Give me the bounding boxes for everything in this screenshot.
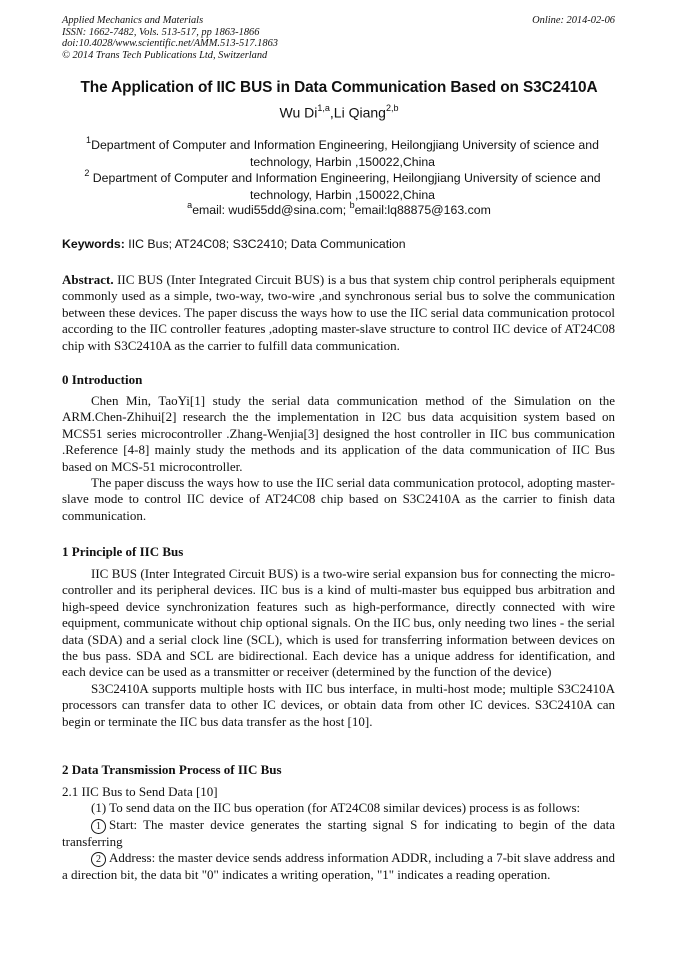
list-item [62, 850, 615, 883]
circled-number-1: 1 [91, 819, 106, 834]
journal-copyright: © 2014 Trans Tech Publications Ltd, Switzerland [62, 49, 268, 61]
section-principle [62, 566, 615, 730]
author-2: Li Qiang [333, 104, 386, 121]
section-transmission [62, 784, 615, 884]
author-1: Wu Di [279, 104, 318, 121]
journal-issn: ISSN: 1662-7482, Vols. 513-517, pp 1863-1866 [62, 26, 260, 38]
journal-doi: doi:10.4028/www.scientific.net/AMM.513-517.1863 [62, 38, 278, 49]
paragraph: (1) To send data on the IIC bus operation (for AT24C08 similar devices) process is as follows: [91, 800, 581, 816]
affiliation-1-marker: 1 [86, 135, 92, 145]
author-1-affil: 1,a [317, 103, 330, 113]
section-heading-transmission: 2 Data Transmission Process of IIC Bus [62, 762, 282, 777]
abstract-label: Abstract. [62, 272, 114, 287]
email-b: email:lq88875@163.com [354, 203, 491, 218]
journal-name: Applied Mechanics and Materials [62, 15, 204, 26]
section-heading-principle: 1 Principle of IIC Bus [62, 544, 184, 559]
email-b-marker: b [349, 200, 355, 210]
keywords-label: Keywords: [62, 237, 125, 251]
section-heading-introduction: 0 Introduction [62, 372, 143, 387]
paragraph: S3C2410A supports multiple hosts with IIC bus interface, in multi-host mode; multiple S3C2410A processors can transfer data to other IC devices, or obtain data from other IC devices. S3C2410A can begin or terminate the IIC bus data transfer as the host [10]. [62, 680, 615, 729]
affiliation-2 [70, 166, 615, 204]
paper-title: The Application of IIC BUS in Data Communication Based on S3C2410A [80, 79, 598, 96]
circled-number-2: 2 [91, 852, 106, 867]
email-a: email: wudi55dd@sina.com; [192, 203, 350, 218]
author-2-affil: 2,b [385, 103, 399, 113]
affiliation-2-marker: 2 [84, 168, 90, 178]
section-introduction [62, 393, 615, 524]
email-a-marker: a [187, 200, 193, 210]
affiliation-2-text: Department of Computer and Information Engineering, Heilongjiang University of science and technology, Harbin ,150022,China [89, 171, 601, 203]
keywords-text: IIC Bus; AT24C08; S3C2410; Data Communication [124, 237, 406, 251]
paragraph: The paper discuss the ways how to use the IIC serial data communication protocol, adopting master-slave mode to control IIC device of AT24C08 chip based on S3C2410A as the carrier to finish data communication. [62, 475, 615, 523]
online-date: Online: 2014-02-06 [532, 15, 615, 26]
list-item [62, 817, 615, 850]
list-item-text: Address: the master device sends address information ADDR, including a 7-bit slave address and a direction bit, the data bit "0" indicates a writing operation, "1" indicates a reading operation. [62, 850, 615, 883]
abstract [62, 272, 615, 354]
author-line [0, 104, 678, 121]
paragraph: Chen Min, TaoYi[1] study the serial data communication method of the Simulation on the ARM.Chen-Zhihui[2] research the the implementation in I2C bus data acquisition system based on MCS51 series microcontroller .Zhang-Wenjia[3] designed the host controller in IIC bus communication .Reference [4-8] mainly study the methods and its application of the data communication of IIC Bus based on MCS-51 microcontroller. [62, 393, 615, 474]
abstract-text: IIC BUS (Inter Integrated Circuit BUS) is a bus that system chip control peripherals equipment commonly used as a simple, two-way, two-wire ,and synchronous serial bus to solve the communication between these devices. The paper discuss the ways how to use the IIC serial data communication protocol according to the IIC controller features ,adopting master-slave structure to control IIC device of AT24C08 chip with S3C2410A as the carrier to fulfill data communication. [62, 272, 615, 353]
author-separator: , [329, 104, 334, 121]
email-line [0, 201, 678, 217]
paragraph: IIC BUS (Inter Integrated Circuit BUS) is a two-wire serial expansion bus for connecting the micro-controller and its peripheral devices. IIC bus is a kind of multi-master bus equipped bus arbitration and high-speed device synchronization features such as high-performance, directly connected with wire equipment, communicate without chip optional signals. On the IIC bus, only needing two lines - the serial data (SDA) and a serial clock line (SCL), which is used for transferring information between devices on the bus pass. SDA and SCL are bidirectional. Each device has a unique address for identification, and each device can be used as a transmitter or receiver (determined by the function of the device) [62, 566, 615, 680]
affiliation-1-text: Department of Computer and Information Engineering, Heilongjiang University of science and technology, Harbin ,150022,China [91, 138, 599, 170]
keywords [62, 237, 406, 251]
list-item-text: Start: The master device generates the starting signal S for indicating to begin of the data transferring [62, 816, 615, 849]
journal-header [62, 15, 615, 61]
subsection-heading: 2.1 IIC Bus to Send Data [10] [62, 784, 218, 799]
